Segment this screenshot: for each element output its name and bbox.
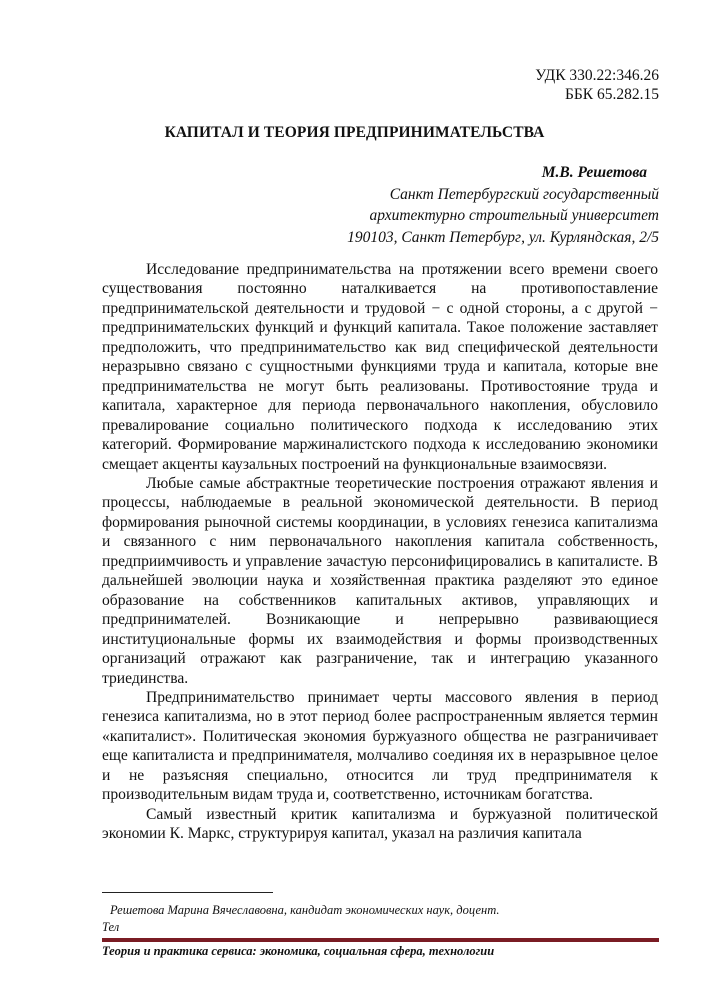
paragraph: Любые самые абстрактные теоретические построения отражают явления и процессы, наблюдаемые в реальной экономической деятельности. В период формирования рыночной системы координации, в условиях генезиса капитализма и связанного с ним первоначального накопления капитала собственность, предприимчивость и управление зачастую персонифицировались в капиталисте. В дальнейшей эволюции наука и хозяйственная практика разделяют это единое образование на собственников капитальных активов, управляющих и предпринимателей. Возникающие и непрерывно развивающиеся институциональные формы их взаимодействия и формы производственных организаций отражают как разграничение, так и интеграцию указанного триединства.	[102, 474, 658, 687]
author-block	[347, 162, 659, 248]
footnote-divider	[102, 892, 273, 893]
footnote-author-info: Решетова Марина Вячеславовна, кандидат экономических наук, доцент.	[110, 903, 500, 917]
paragraph: Предпринимательство принимает черты массового явления в период генезиса капитализма, но в этот период более распространенным является термин «капиталист». Политическая экономия буржуазного общества не разграничивает еще капиталиста и предпринимателя, молчаливо соединяя их в неразрывное целое и не разъясняя специально, относится ли труд предпринимателя к производительным видам труда и, соответственно, источникам богатства.	[102, 688, 658, 804]
affiliation-line-2: архитектурно строительный университет	[369, 207, 659, 224]
bbk-code: ББК 65.282.15	[564, 86, 659, 103]
footnote	[102, 902, 662, 936]
journal-color-bar	[102, 938, 659, 942]
paragraph: Самый известный критик капитализма и буржуазной политической экономии К. Маркс, структурируя капитал, указал на различия капитала	[102, 805, 658, 843]
author-address: 190103, Санкт Петербург, ул. Курляндская, 2/5	[347, 228, 659, 246]
footnote-phone: Тел	[102, 920, 120, 934]
classification-codes	[535, 66, 659, 104]
paragraph: Исследование предпринимательства на протяжении всего времени своего существования постоянно наталкивается на противопоставление предпринимательской деятельности и трудовой − с одной стороны, а с другой − предпринимательских функций и функций капитала. Такое положение заставляет предположить, что предпринимательство как вид специфической деятельности неразрывно связано с сущностными функциями труда и капитала, которые вне предпринимательства не могут быть реализованы. Противостояние труда и капитала, характерное для периода первоначального накопления, обусловило превалирование социально политического подхода к исследованию этих категорий. Формирование маржиналистского подхода к исследованию экономики смещает акценты каузальных построений на функциональные взаимосвязи.	[102, 261, 658, 473]
affiliation-line-1: Санкт Петербургский государственный	[389, 185, 659, 203]
article-body	[102, 260, 658, 844]
article-title: КАПИТАЛ И ТЕОРИЯ ПРЕДПРИНИМАТЕЛЬСТВА	[164, 124, 545, 141]
udc-code: УДК 330.22:346.26	[535, 67, 659, 84]
journal-name: Теория и практика сервиса: экономика, социальная сфера, технологии	[102, 944, 495, 958]
author-name: М.В. Решетова	[541, 164, 647, 181]
